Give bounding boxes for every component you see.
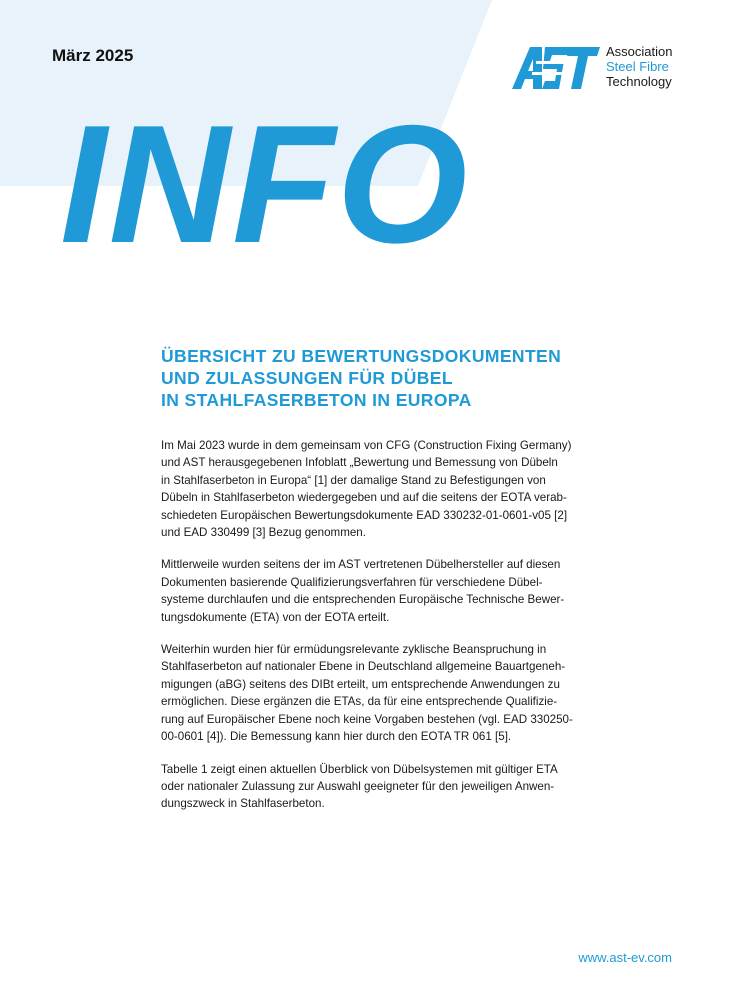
paragraph-2	[161, 556, 566, 626]
text-line: ermöglichen. Diese ergänzen die ETAs, da für eine entsprechende Qualifizie-	[161, 695, 558, 709]
text-line: oder nationaler Zulassung zur Auswahl geeigneter für den jeweiligen Anwen-	[161, 779, 555, 793]
text-line: 00-0601 [4]). Die Bemessung kann hier durch den EOTA TR 061 [5].	[161, 730, 512, 744]
logo-wordmark	[606, 44, 672, 89]
title-line: ÜBERSICHT ZU BEWERTUNGSDOKUMENTEN	[161, 346, 562, 366]
text-line: in Stahlfaserbeton in Europa“ [1] der damalige Stand zu Befestigungen von	[161, 473, 546, 487]
text-line: schiedeten Europäischen Bewertungsdokumente EAD 330232-01-0601-v05 [2]	[161, 508, 568, 522]
text-line: Dübeln in Stahlfaserbeton wiedergegeben und auf die seitens der EOTA verab-	[161, 491, 567, 505]
text-line: und EAD 330499 [3] Bezug genommen.	[161, 526, 366, 540]
paragraph-1	[161, 437, 572, 541]
ast-logo	[512, 44, 682, 94]
body-text	[161, 437, 573, 828]
text-line: Weiterhin wurden hier für ermüdungsrelevante zyklische Beanspruchung in	[161, 643, 547, 657]
logo-line-association: Association	[606, 44, 673, 59]
text-line: tungsdokumente (ETA) von der EOTA erteilt.	[161, 610, 390, 624]
text-line: dungszweck in Stahlfaserbeton.	[161, 797, 325, 811]
text-line: systeme durchlaufen und die entsprechenden Europäische Technische Bewer-	[161, 593, 565, 607]
paragraph-4	[161, 761, 566, 813]
ast-logo-mark-icon	[512, 47, 600, 89]
text-line: Tabelle 1 zeigt einen aktuellen Überblick von Dübelsystemen mit gültiger ETA	[161, 762, 558, 776]
title-line: IN STAHLFASERBETON IN EUROPA	[161, 390, 472, 410]
info-banner-word: INFO	[60, 90, 470, 278]
paragraph-3	[161, 641, 573, 745]
issue-date: März 2025	[52, 46, 134, 65]
text-line: migungen (aBG) seitens des DIBt erteilt, um entsprechende Anwendungen zu	[161, 677, 560, 691]
text-line: rung auf Europäischer Ebene noch keine Vorgaben bestehen (vgl. EAD 330250-	[161, 712, 573, 726]
website-link[interactable]: www.ast-ev.com	[578, 950, 672, 965]
logo-line-technology: Technology	[606, 74, 672, 89]
logo-line-steel-fibre: Steel Fibre	[606, 59, 669, 74]
text-line: Stahlfaserbeton auf nationaler Ebene in Deutschland allgemeine Bauartgeneh-	[161, 660, 566, 674]
text-line: Mittlerweile wurden seitens der im AST vertretenen Dübelhersteller auf diesen	[161, 558, 561, 572]
document-title	[161, 345, 601, 411]
text-line: und AST herausgegebenen Infoblatt „Bewertung und Bemessung von Dübeln	[161, 456, 558, 470]
text-line: Dokumenten basierende Qualifizierungsverfahren für verschiedene Dübel-	[161, 575, 543, 589]
title-line: UND ZULASSUNGEN FÜR DÜBEL	[161, 368, 453, 388]
text-line: Im Mai 2023 wurde in dem gemeinsam von CFG (Construction Fixing Germany)	[161, 439, 572, 452]
